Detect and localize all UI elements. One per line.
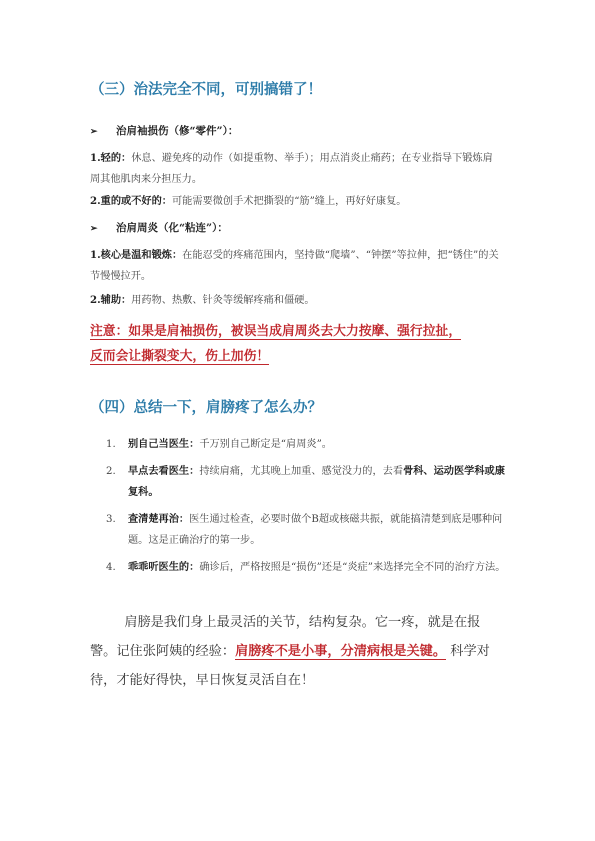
item-text: 休息、避免疼的动作（如提重物、举手）；用点消炎止痛药；在专业指导下锻炼肩周其他肌肉来分担压力。 <box>90 153 493 185</box>
section-heading-4: （四）总结一下，肩膀疼了怎么办？ <box>90 399 322 416</box>
section-heading-3: （三）治法完全不同，可别搞错了！ <box>90 81 322 98</box>
item-label: 1.核心是温和锻炼： <box>90 249 183 261</box>
item-text: 用药物、热敷、针灸等缓解疼痛和僵硬。 <box>131 295 315 306</box>
arrow-bullet-icon: ➢ <box>90 224 98 234</box>
item-text: 医生通过检查，必要时做个B超或核磁共振，就能搞清楚到底是哪种问题。这是正确治疗的第一步。 <box>128 514 503 546</box>
closing-text-2: 科学对待，才能好得快，早日恢复灵活自在！ <box>90 644 490 688</box>
list-item <box>106 557 506 578</box>
closing-highlight: 肩膀疼不是小事，分清病根是关键。 <box>235 644 447 659</box>
warning-line-2: 反而会让撕裂变大，伤上加伤！ <box>90 349 270 364</box>
bullet-label: 治肩袖损伤（修“零件”）： <box>116 125 239 137</box>
frozen-item-2 <box>90 290 500 311</box>
list-item <box>106 509 506 551</box>
list-item <box>106 461 506 503</box>
frozen-item-1 <box>90 245 500 287</box>
item-text: 千万别自己断定是“肩周炎”。 <box>199 439 332 450</box>
item-label: 乖乖听医生的： <box>128 561 200 573</box>
item-text: 在能忍受的疼痛范围内，坚持做“爬墙”、“钟摆”等拉伸，把“锈住”的关节慢慢拉开。 <box>90 250 499 282</box>
bullet-label: 治肩周炎（化“粘连”）： <box>116 222 228 234</box>
item-text: 确诊后，严格按照是“损伤”还是“炎症”来选择完全不同的治疗方法。 <box>199 562 506 573</box>
item-label: 2.辅助： <box>90 294 132 306</box>
warning-note <box>90 319 461 369</box>
item-label: 查清楚再治： <box>128 513 190 525</box>
item-number: 3. <box>106 514 116 525</box>
item-text: 可能需要微创手术把撕裂的“筋”缝上，再好好康复。 <box>171 196 407 207</box>
bullet-frozen-shoulder <box>90 220 228 235</box>
warning-line-1: 注意：如果是肩袖损伤，被误当成肩周炎去大力按摩、强行拉扯， <box>90 324 462 339</box>
item-number: 1. <box>106 439 116 450</box>
closing-text-1: 肩膀是我们身上最灵活的关节，结构复杂。它一疼，就是在报警。记住张阿姨的经验： <box>90 615 481 659</box>
closing-paragraph <box>90 608 505 695</box>
item-label: 1.轻的： <box>90 152 132 164</box>
bullet-rotator-cuff <box>90 123 238 138</box>
item-number: 4. <box>106 562 116 573</box>
arrow-bullet-icon: ➢ <box>90 127 98 137</box>
item-number: 2. <box>106 466 116 477</box>
rotator-item-1 <box>90 148 500 190</box>
list-item <box>106 434 506 455</box>
item-label: 早点去看医生： <box>128 465 200 477</box>
summary-list <box>106 434 506 584</box>
rotator-item-2 <box>90 191 500 212</box>
item-bold-tail: 骨科、运动医学科或康复科。 <box>128 465 505 498</box>
item-text: 持续肩痛，尤其晚上加重、感觉没力的，去看 <box>199 466 404 477</box>
item-label: 2.重的或不好的： <box>90 195 172 207</box>
item-label: 别自己当医生： <box>128 438 200 450</box>
